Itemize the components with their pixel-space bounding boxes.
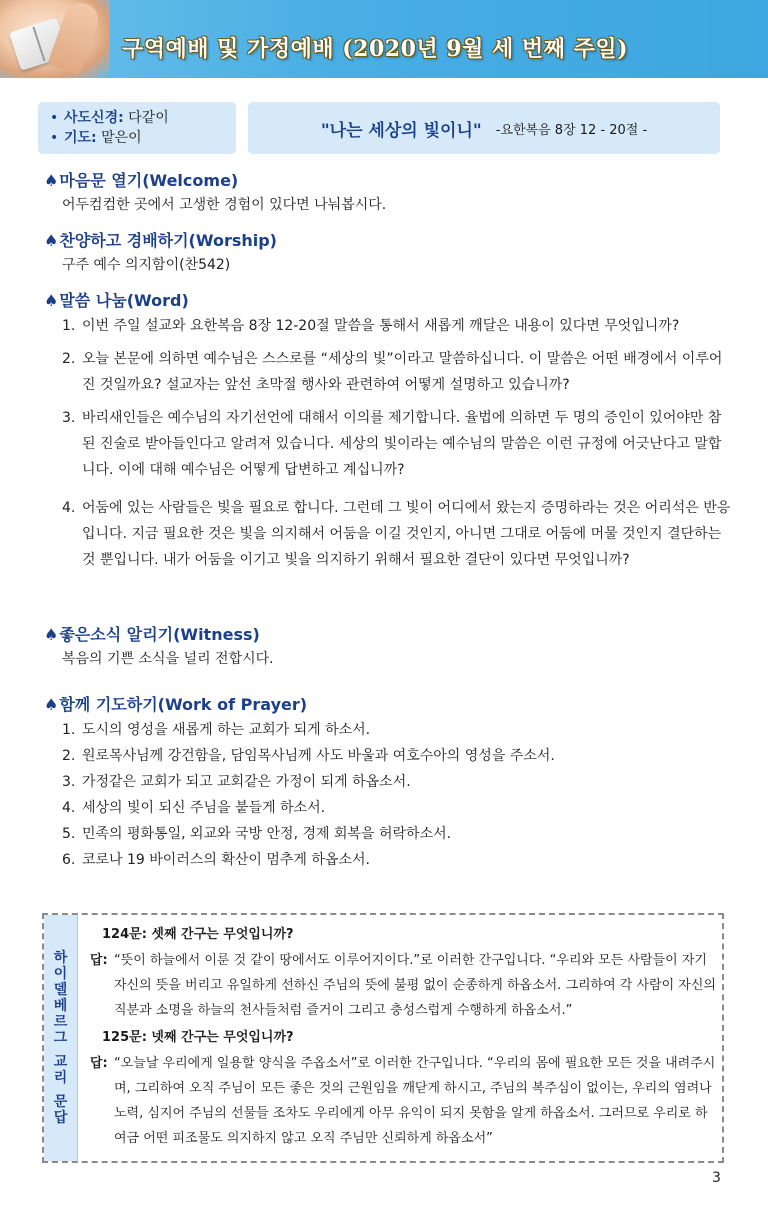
spade-icon: ♠ <box>44 231 59 250</box>
answer: 답: “오늘날 우리에게 일용할 양식을 주옵소서”로 이러한 간구입니다. “우리의 몸에 필요한 모든 것을 내려주시며, 그리하여 오직 주님이 모든 좋은 것의 근원임을 깨닫게 하시고, 주님의 복주심이 없이는, 우리의 염려나 노력, 심지어 주님의 선물들 조차도 우리에게 아무 유익이 되지 못함을 알게 하옵소서. 그러므로 우리로 하여금 어떤 피조물도 의지하지 않고 오직 주님만 신뢰하게 하옵소서” <box>90 1056 716 1146</box>
page-title: 구역예배 및 가정예배 (2020년 9월 세 번째 주일) <box>122 36 629 62</box>
list-item: 2. 원로목사님께 강건함을, 담임목사님께 사도 바울과 여호수아의 영성을 주소서. <box>62 748 555 764</box>
answer: 답: “뜻이 하늘에서 이룬 것 같이 땅에서도 이루어지이다.”로 이러한 간구입니다. “우리와 모든 사람들이 자기 자신의 뜻을 버리고 유일하게 선하신 주님의 뜻에 불평 없이 순종하게 하옵소서. 그리하여 각 사람이 자신의 직분과 소명을 하늘의 천사들처럼 즐거이 그리고 충성스럽게 수행하게 하옵소서.” <box>90 953 716 1018</box>
section-body: 복음의 기쁜 소식을 널리 전합시다. <box>62 651 274 667</box>
qa-item <box>84 1028 720 1151</box>
list-item: 3. 가정같은 교회가 되고 교회같은 가정이 되게 하옵소서. <box>62 774 411 790</box>
catechism-side-label: 하 이 델 베 르 그 교 리 문 답 <box>44 915 78 1161</box>
section-title: 함께 기도하기(Work of Prayer) <box>59 695 308 714</box>
section-title: 찬양하고 경배하기(Worship) <box>59 231 277 250</box>
section-welcome <box>44 170 734 217</box>
creed-row <box>50 108 224 128</box>
bullet-icon: • <box>50 110 59 126</box>
question: 125문: 넷째 간구는 무엇입니까? <box>102 1030 294 1045</box>
word-question-list <box>44 313 734 573</box>
list-item: 5. 민족의 평화통일, 외교와 국방 안정, 경제 회복을 허락하소서. <box>62 826 452 842</box>
creed-value: 다같이 <box>128 110 169 126</box>
list-item: 1. 이번 주일 설교와 요한복음 8장 12-20절 말씀을 통해서 새롭게 깨달은 내용이 있다면 무엇입니까? <box>62 318 680 334</box>
spade-icon: ♠ <box>44 171 59 190</box>
section-body: 어두컴컴한 곳에서 고생한 경험이 있다면 나눠봅시다. <box>62 197 387 213</box>
list-item: 1. 도시의 영성을 새롭게 하는 교회가 되게 하소서. <box>62 722 371 738</box>
scripture-reference: -요한복음 8장 12 - 20절 - <box>495 122 648 138</box>
spade-icon: ♠ <box>44 625 59 644</box>
worship-order-box <box>38 102 236 154</box>
list-item: 2. 오늘 본문에 의하면 예수님은 스스로를 “세상의 빛”이라고 말씀하십니다. 이 말씀은 어떤 배경에서 이루어진 것일까요? 설교자는 앞선 초막절 행사와 관련하여 어떻게 설명하고 있습니까? <box>62 351 723 393</box>
spade-icon: ♠ <box>44 695 59 714</box>
prayer-label: 기도: <box>64 130 97 146</box>
praying-hands-icon <box>47 0 103 76</box>
list-item: 4. 세상의 빛이 되신 주님을 붙들게 하소서. <box>62 800 326 816</box>
creed-label: 사도신경: <box>64 110 124 126</box>
prayer-row <box>50 128 224 148</box>
prayer-value: 맡은이 <box>101 130 142 146</box>
bullet-icon: • <box>50 130 59 146</box>
prayer-list <box>44 717 734 873</box>
catechism-content <box>84 925 720 1151</box>
sermon-theme-box <box>248 102 720 154</box>
section-word <box>44 290 734 580</box>
header-banner <box>0 0 768 78</box>
praying-hands-bible-image <box>0 0 110 78</box>
qa-item <box>84 925 720 1023</box>
list-item: 3. 바리새인들은 예수님의 자기선언에 대해서 이의를 제기합니다. 율법에 의하면 두 명의 증인이 있어야만 참된 진술로 받아들인다고 알려져 있습니다. 세상의 빛이라는 예수님의 말씀은 이런 규정에 어긋난다고 말합니다. 이에 대해 예수님은 어떻게 답변하고 계십니까? <box>62 410 722 478</box>
question: 124문: 셋째 간구는 무엇입니까? <box>102 927 294 942</box>
sermon-theme: "나는 세상의 빛이니" <box>320 120 482 141</box>
section-title: 좋은소식 알리기(Witness) <box>59 625 260 644</box>
catechism-box <box>42 913 724 1163</box>
section-title: 마음문 열기(Welcome) <box>59 171 239 190</box>
section-witness <box>44 624 734 671</box>
section-title: 말씀 나눔(Word) <box>59 291 189 310</box>
list-item: 6. 코로나 19 바이러스의 확산이 멈추게 하옵소서. <box>62 852 370 868</box>
section-prayer <box>44 694 734 873</box>
spade-icon: ♠ <box>44 291 59 310</box>
section-worship <box>44 230 734 277</box>
list-item: 4. 어둠에 있는 사람들은 빛을 필요로 합니다. 그런데 그 빛이 어디에서 왔는지 증명하라는 것은 어리석은 반응입니다. 지금 필요한 것은 빛을 의지해서 어둠을 이길 것인지, 아니면 그대로 어둠에 머물 것인지 결단하는 것 뿐입니다. 내가 어둠을 이기고 빛을 의지하기 위해서 필요한 결단이 있다면 무엇입니까? <box>62 500 731 568</box>
page-number: 3 <box>712 1170 721 1186</box>
section-body: 구주 예수 의지함이(찬542) <box>62 257 231 273</box>
